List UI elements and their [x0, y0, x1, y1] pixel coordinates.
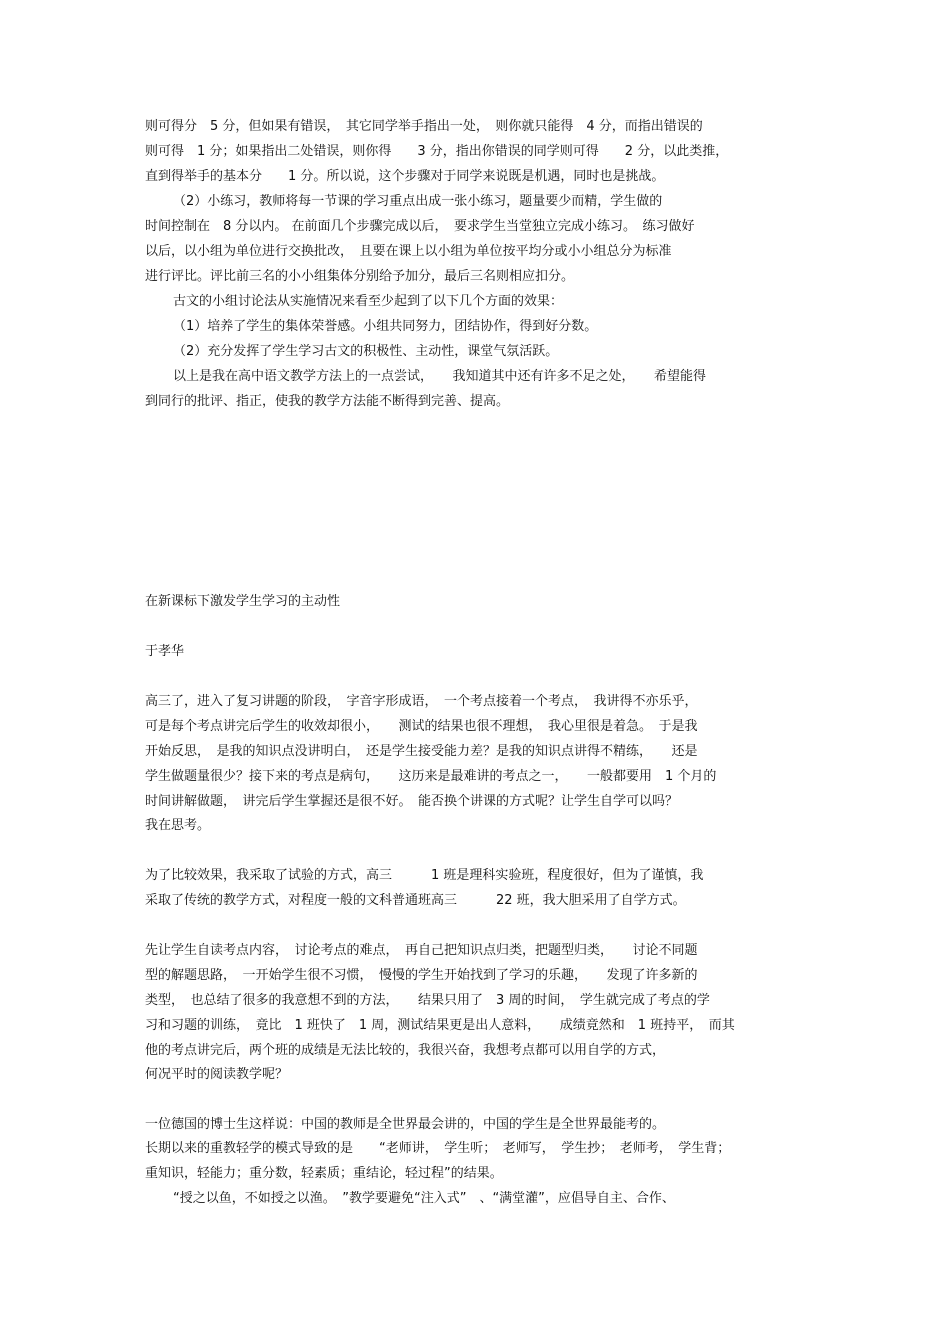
article-author: 于孝华 — [145, 644, 185, 659]
text-line: 时间控制在 8 分以内。 在前面几个步骤完成以后， 要求学生当堂独立完成小练习。 练习做好 — [145, 219, 695, 234]
text-line: 以上是我在高中语文教学方法上的一点尝试， 我知道其中还有许多不足之处， 希望能得 — [173, 369, 707, 384]
text-line: 可是每个考点讲完后学生的收效却很小， 测试的结果也很不理想， 我心里很是着急。 于是我 — [145, 719, 698, 734]
text-line: 为了比较效果，我采取了试验的方式，高三 1 班是理科实验班，程度很好，但为了谨慎，我 — [145, 868, 704, 883]
text-line: 古文的小组讨论法从实施情况来看至少起到了以下几个方面的效果： — [173, 294, 564, 309]
text-line: （2）充分发挥了学生学习古文的积极性、主动性，课堂气氛活跃。 — [173, 344, 559, 359]
text-line: 重知识，轻能力；重分数，轻素质；重结论，轻过程”的结果。 — [145, 1166, 503, 1181]
text-line: 进行评比。评比前三名的小小组集体分别给予加分，最后三名则相应扣分。 — [145, 269, 575, 284]
text-line: 型的解题思路， 一开始学生很不习惯， 慢慢的学生开始找到了学习的乐趣， 发现了许多新的 — [145, 968, 698, 983]
text-line: （1）培养了学生的集体荣誉感。小组共同努力，团结协作，得到好分数。 — [173, 319, 598, 334]
text-line: 他的考点讲完后，两个班的成绩是无法比较的，我很兴奋，我想考点都可以用自学的方式， — [145, 1043, 666, 1058]
text-line: 长期以来的重教轻学的模式导致的是 “老师讲， 学生听； 老师写， 学生抄； 老师考， 学生背； — [145, 1141, 731, 1156]
text-line: 时间讲解做题， 讲完后学生掌握还是很不好。 能否换个讲课的方式呢？让学生自学可以吗？ — [145, 794, 679, 809]
text-line: 学生做题量很少？接下来的考点是病句， 这历来是最难讲的考点之一， 一般都要用 1 个月的 — [145, 769, 717, 784]
text-line: （2）小练习，教师将每一节课的学习重点出成一张小练习，题量要少而精，学生做的 — [173, 194, 663, 209]
text-line: 我在思考。 — [145, 818, 211, 833]
text-line: 一位德国的博士生这样说：中国的教师是全世界最会讲的，中国的学生是全世界最能考的。 — [145, 1117, 666, 1132]
text-line: 采取了传统的教学方式，对程度一般的文科普通班高三 22 班，我大胆采用了自学方式。 — [145, 893, 686, 908]
text-line: 直到得举手的基本分 1 分。所以说，这个步骤对于同学来说既是机遇，同时也是挑战。 — [145, 169, 665, 184]
text-line: 类型， 也总结了很多的我意想不到的方法， 结果只用了 3 周的时间， 学生就完成了考点的学 — [145, 993, 710, 1008]
text-line: 先让学生自读考点内容， 讨论考点的难点， 再自己把知识点归类，把题型归类， 讨论不同题 — [145, 943, 698, 958]
text-line: 则可得 1 分；如果指出二处错误，则你得 3 分，指出你错误的同学则可得 2 分，以此类推， — [145, 144, 729, 159]
text-line: 何况平时的阅读教学呢？ — [145, 1067, 289, 1082]
text-line: 高三了，进入了复习讲题的阶段， 字音字形成语， 一个考点接着一个考点， 我讲得不亦乐乎， — [145, 694, 698, 709]
text-line: 习和习题的训练， 竟比 1 班快了 1 周，测试结果更是出人意料， 成绩竟然和 1 班持平， 而其 — [145, 1018, 735, 1033]
text-line: 以后，以小组为单位进行交换批改， 且要在课上以小组为单位按平均分或小小组总分为标准 — [145, 244, 672, 259]
text-line: 开始反思， 是我的知识点没讲明白， 还是学生接受能力差？是我的知识点讲得不精练， 还是 — [145, 744, 698, 759]
text-line: 到同行的批评、指正，使我的教学方法能不断得到完善、提高。 — [145, 394, 510, 409]
article-title: 在新课标下激发学生学习的主动性 — [145, 594, 341, 609]
text-line: 则可得分 5 分，但如果有错误， 其它同学举手指出一处， 则你就只能得 4 分，而指出错误的 — [145, 119, 703, 134]
text-line: “授之以鱼，不如授之以渔。 ”教学要避免“注入式” 、“满堂灌”，应倡导自主、合作、 — [173, 1191, 675, 1206]
